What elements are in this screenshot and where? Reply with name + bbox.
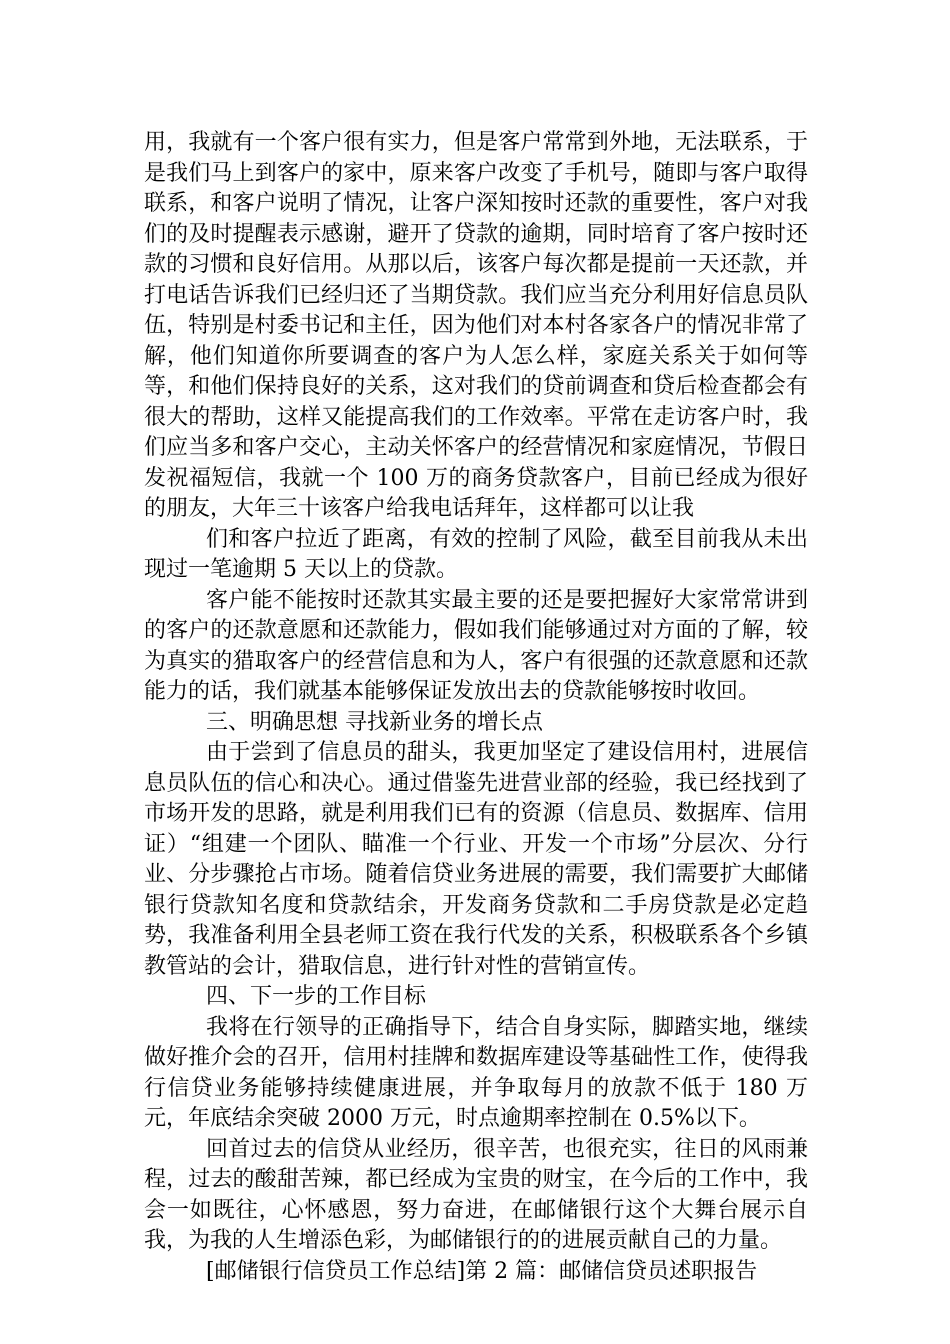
- paragraph: 客户能不能按时还款其实最主要的还是要把握好大家常常讲到的客户的还款意愿和还款能力，假如我们能够通过对方面的了解，较为真实的猎取客户的经营信息和为人，客户有很强的还款意愿和还款能力的话，我们就基本能够保证发放出去的贷款能够按时收回。: [144, 587, 808, 704]
- paragraph: 我将在行领导的正确指导下，结合自身实际，脚踏实地，继续做好推介会的召开，信用村挂牌和数据库建设等基础性工作，使得我行信贷业务能够持续健康进展，并争取每月的放款不低于 180 万元，年底结余突破 2000 万元，时点逾期率控制在 0.5%以下。: [144, 1014, 808, 1131]
- section-heading: 三、明确思想 寻找新业务的增长点: [206, 709, 543, 735]
- paragraph: 用，我就有一个客户很有实力，但是客户常常到外地，无法联系，于是我们马上到客户的家中，原来客户改变了手机号，随即与客户取得联系，和客户说明了情况，让客户深知按时还款的重要性，客户对我们的及时提醒表示感谢，避开了贷款的逾期，同时培育了客户按时还款的习惯和良好信用。从那以后，该客户每次都是提前一天还款，并打电话告诉我们已经归还了当期贷款。我们应当充分利用好信息员队伍，特别是村委书记和主任，因为他们对本村各家各户的情况非常了解，他们知道你所要调查的客户为人怎么样，家庭关系关于如何等等，和他们保持良好的关系，这对我们的贷前调查和贷后检查都会有很大的帮助，这样又能提高我们的工作效率。平常在走访客户时，我们应当多和客户交心，主动关怀客户的经营情况和家庭情况，节假日发祝福短信，我就一个 100 万的商务贷款客户，目前已经成为很好的朋友，大年三十该客户给我电话拜年，这样都可以让我: [144, 130, 808, 521]
- paragraph: 们和客户拉近了距离，有效的控制了风险，截至目前我从未出现过一笔逾期 5 天以上的贷款。: [144, 526, 808, 582]
- section-heading: 四、下一步的工作目标: [206, 984, 427, 1009]
- paragraph: 回首过去的信贷从业经历，很辛苦，也很充实，往日的风雨兼程，过去的酸甜苦辣，都已经成为宝贵的财宝，在今后的工作中，我会一如既往，心怀感恩，努力奋进，在邮储银行这个大舞台展示自我，为我的人生增添色彩，为邮储银行的的进展贡献自己的力量。: [144, 1136, 808, 1253]
- document-body: [144, 128, 808, 1287]
- paragraph: 由于尝到了信息员的甜头，我更加坚定了建设信用村，进展信息员队伍的信心和决心。通过借鉴先进营业部的经验，我已经找到了市场开发的思路，就是利用我们已有的资源（信息员、数据库、信用证）“组建一个团队、瞄准一个行业、开发一个市场”分层次、分行业、分步骤抢占市场。随着信贷业务进展的需要，我们需要扩大邮储银行贷款知名度和贷款结余，开发商务贷款和二手房贷款是必定趋势，我准备利用全县老师工资在我行代发的关系，积极联系各个乡镇教管站的会计，猎取信息，进行针对性的营销宣传。: [144, 740, 808, 979]
- article-title-line: [邮储银行信贷员工作总结]第 2 篇：邮储信贷员述职报告: [206, 1258, 758, 1284]
